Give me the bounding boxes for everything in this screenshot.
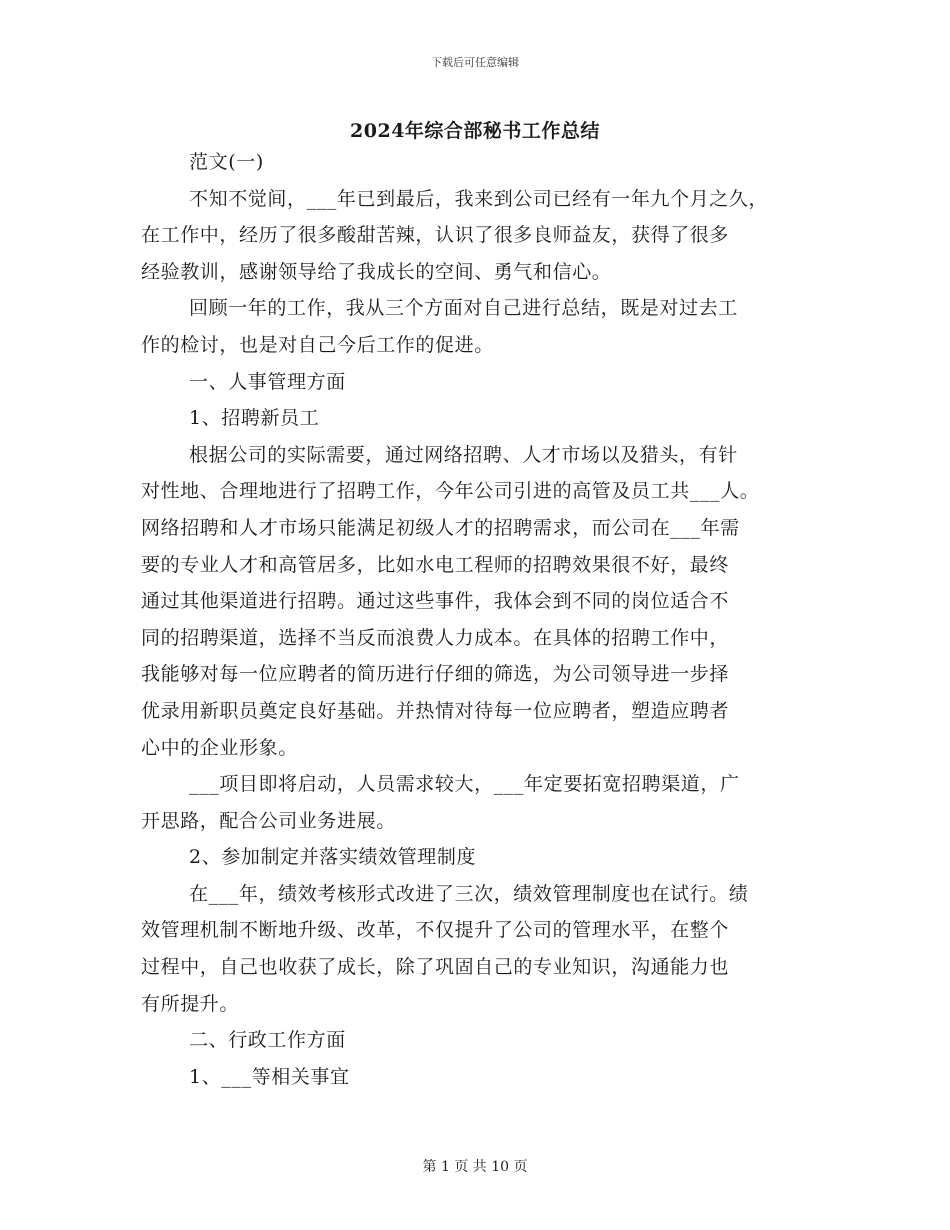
paragraph-line: 根据公司的实际需要，通过网络招聘、人才市场以及猎头，有针 [189, 443, 738, 466]
paragraph-line: 在___年，绩效考核形式改进了三次，绩效管理制度也在试行。绩 [189, 882, 749, 905]
paragraph-line: 我能够对每一位应聘者的简历进行仔细的筛选，为公司领导进一步择 [141, 663, 730, 686]
document-title: 2024年综合部秘书工作总结 [350, 120, 600, 142]
paragraph-line: 过程中，自己也收获了成长，除了巩固自己的专业知识，沟通能力也 [141, 956, 730, 979]
paragraph-line: 对性地、合理地进行了招聘工作，今年公司引进的高管及员工共___人。 [141, 480, 760, 503]
paragraph-line: 同的招聘渠道，选择不当反而浪费人力成本。在具体的招聘工作中， [141, 626, 730, 649]
subheading-line: 范文(一) [189, 151, 264, 173]
page-number-footer: 第 1 页 共 10 页 [422, 1159, 528, 1175]
paragraph-line: ___项目即将启动，人员需求较大，___年定要拓宽招聘渠道，广 [189, 773, 740, 796]
paragraph-line: 不知不觉间，___年已到最后，我来到公司已经有一年九个月之久， [189, 187, 769, 210]
paragraph-line: 回顾一年的工作，我从三个方面对自己进行总结，既是对过去工 [189, 297, 738, 320]
paragraph-line: 开思路，配合公司业务进展。 [141, 809, 396, 832]
paragraph-line: 效管理机制不断地升级、改革，不仅提升了公司的管理水平，在整个 [141, 919, 730, 942]
paragraph-line: 有所提升。 [141, 992, 240, 1015]
paragraph-line: 在工作中，经历了很多酸甜苦辣，认识了很多良师益友，获得了很多 [141, 224, 730, 247]
header-note: 下载后可任意编辑 [431, 56, 519, 69]
paragraph-line: 心中的企业形象。 [141, 736, 298, 759]
section-heading: 一、人事管理方面 [189, 370, 346, 393]
subsection-heading: 1、___等相关事宜 [189, 1065, 350, 1088]
paragraph-line: 优录用新职员奠定良好基础。并热情对待每一位应聘者，塑造应聘者 [141, 699, 730, 722]
subsection-heading: 1、招聘新员工 [189, 407, 320, 430]
paragraph-line: 经验教训，感谢领导给了我成长的空间、勇气和信心。 [141, 260, 612, 283]
paragraph-line: 要的专业人才和高管居多，比如水电工程师的招聘效果很不好，最终 [141, 553, 730, 576]
paragraph-line: 网络招聘和人才市场只能满足初级人才的招聘需求，而公司在___年需 [141, 516, 740, 539]
document-body [141, 144, 821, 1095]
paragraph-line: 作的检讨，也是对自己今后工作的促进。 [141, 333, 494, 356]
section-heading: 二、行政工作方面 [189, 1029, 346, 1052]
paragraph-line: 通过其他渠道进行招聘。通过这些事件，我体会到不同的岗位适合不 [141, 590, 730, 613]
subsection-heading: 2、参加制定并落实绩效管理制度 [189, 846, 477, 869]
